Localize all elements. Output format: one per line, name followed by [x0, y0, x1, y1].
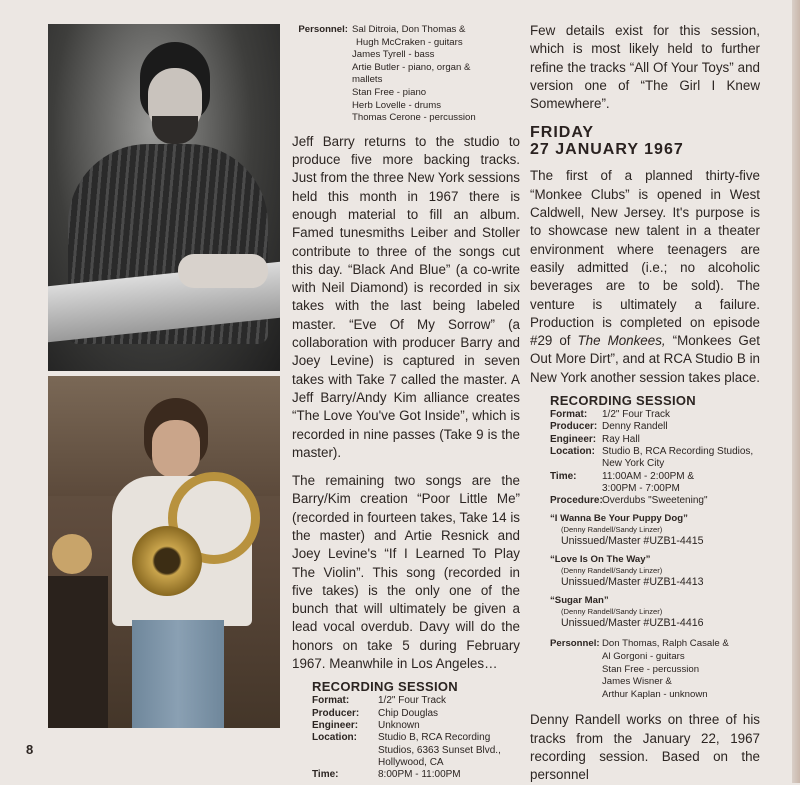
personnel-line: James Wisner & [602, 676, 672, 688]
show-title-italic: The Monkees, [577, 333, 666, 349]
session-key: Engineer: [312, 719, 359, 731]
song-title: “Love Is On The Way” [550, 554, 651, 566]
personnel-line: Stan Free - piano [352, 86, 427, 98]
song-title: “Sugar Man” [550, 595, 609, 607]
personnel-label: Personnel: [550, 638, 600, 650]
song-master: Unissued/Master #UZB1-4413 [561, 576, 704, 589]
session-key: Location: [550, 445, 595, 457]
date-heading [530, 124, 760, 158]
photo-guitarist-at-piano [48, 24, 280, 371]
session-key: Time: [312, 769, 339, 781]
personnel-line: Thomas Cerone - percussion [352, 112, 476, 124]
song-title: “I Wanna Be Your Puppy Dog” [550, 513, 688, 525]
session-heading: RECORDING SESSION [550, 393, 696, 409]
right-text-column [530, 22, 760, 785]
session-value: Studio B, RCA Recording Studios, [602, 445, 754, 457]
personnel-line: Don Thomas, Ralph Casale & [602, 638, 729, 650]
session-key: Format: [312, 695, 350, 707]
intro-paragraph: Few details exist for this session, which is most likely held to further refine the tracks “All Of Your Toys” and version one of “The Girl I Knew Somewhere”. [530, 23, 760, 112]
personnel-line: James Tyrell - bass [352, 49, 435, 61]
session-key [550, 483, 602, 495]
page-edge [792, 0, 800, 783]
session-key: Location: [312, 732, 357, 744]
paragraph-text: “Monkees Get Out More Dirt”, and at RCA Studio B in New York another session takes place. [530, 333, 761, 385]
session-value: Unknown [378, 719, 420, 731]
song-entry [550, 554, 760, 589]
session-heading: RECORDING SESSION [312, 679, 458, 695]
session-value: Studio B, RCA Recording [378, 732, 491, 744]
song-credit: (Denny Randell/Sandy Linzer) [561, 607, 663, 617]
personnel-line: Herb Lovelle - drums [352, 99, 442, 111]
session-value: Hollywood, CA [378, 756, 444, 768]
left-text-column [292, 24, 520, 781]
personnel-line: Hugh McCraken - guitars [356, 36, 463, 48]
session-value: 1/2" Four Track [378, 695, 447, 707]
session-value: 11:00AM - 2:00PM & [602, 470, 695, 482]
session-key: Engineer: [550, 433, 597, 445]
session-key: Time: [550, 470, 577, 482]
session-value: 8:00PM - 11:00PM [378, 769, 461, 781]
personnel-line: Al Gorgoni - guitars [602, 651, 685, 663]
session-key: Producer: [312, 707, 360, 719]
session-value: Ray Hall [602, 433, 640, 445]
session-value: 3:00PM - 7:00PM [602, 482, 680, 494]
personnel-block-2 [550, 638, 760, 701]
paragraph-text: The first of a planned thirty-five “Monkee Clubs” is opened in West Caldwell, New Jersey. It's purpose is to showcase new talent in a theater environment where teenagers are easily admitted (i.e.; no alcoholic beverages are to be sold). The venture is ultimately a failure. Production is completed on episode #29 of [530, 168, 760, 349]
session-value: Overdubs "Sweetening" [602, 495, 708, 507]
body-paragraph-3 [530, 167, 760, 387]
session-key: Format: [550, 409, 588, 421]
personnel-line: Arthur Kaplan - unknown [602, 688, 708, 700]
photo-french-horn-player [48, 376, 280, 728]
recording-session-block-1 [292, 679, 520, 781]
session-value: 1/2" Four Track [602, 409, 671, 421]
session-value: Denny Randell [602, 421, 668, 433]
song-master: Unissued/Master #UZB1-4416 [561, 617, 704, 630]
song-entry [550, 513, 760, 548]
song-credit: (Denny Randell/Sandy Linzer) [561, 525, 663, 535]
song-credit: (Denny Randell/Sandy Linzer) [561, 566, 663, 576]
session-key [312, 745, 378, 757]
closing-paragraph: Denny Randell works on three of his tracks from the January 22, 1967 recording session. Based on the personnel [530, 712, 760, 783]
session-key: Producer: [550, 421, 598, 433]
recording-session-block-2 [530, 393, 760, 701]
song-master: Unissued/Master #UZB1-4415 [561, 535, 704, 548]
session-value: Chip Douglas [378, 707, 439, 719]
personnel-line: Stan Free - percussion [602, 663, 700, 675]
body-paragraph-2: The remaining two songs are the Barry/Kim creation “Poor Little Me” (recorded in fourteen takes, Take 14 is the master) and Artie Resnick and Joey Levine's “If I Learned To Play The Violin”. This song (recorded in five takes) is the only one of the bunch that will ultimately be given a lead vocal overdub. Davy will do the honors on take 5 during February 1967. Meanwhile in Los Angeles… [292, 473, 520, 672]
personnel-line: mallets [352, 74, 383, 86]
page-number: 8 [26, 742, 34, 757]
session-key: Procedure: [550, 495, 603, 507]
body-paragraph-1: Jeff Barry returns to the studio to produce five more backing tracks. Just from the three New York sessions held this month in 1967 there is enough material to fill an album. Famed tunesmiths Leiber and Stoller contribute to three of the songs cut this day. “Black And Blue” (a co-write with Neil Diamond) is recorded in six takes with the last being labeled master. “Eve Of My Sorrow” (a collaboration with producer Barry and Joey Levine) is captured in seven takes with Take 7 called the master. A Jeff Barry/Andy Kim alliance creates “The Love You've Got Inside”, which is recorded in nine passes (Take 9 is the master). [292, 133, 520, 460]
session-key [312, 757, 378, 769]
personnel-block-1 [292, 24, 520, 125]
session-value: Studios, 6363 Sunset Blvd., [378, 744, 501, 756]
date-heading-day: FRIDAY [530, 124, 595, 142]
date-heading-date: 27 JANUARY 1967 [530, 141, 684, 159]
personnel-line: Sal Ditroia, Don Thomas & [352, 24, 466, 35]
personnel-line: Artie Butler - piano, organ & [352, 61, 471, 73]
personnel-label: Personnel: [298, 24, 348, 35]
session-value: New York City [602, 458, 665, 470]
session-key [550, 458, 602, 470]
song-entry [550, 595, 760, 630]
